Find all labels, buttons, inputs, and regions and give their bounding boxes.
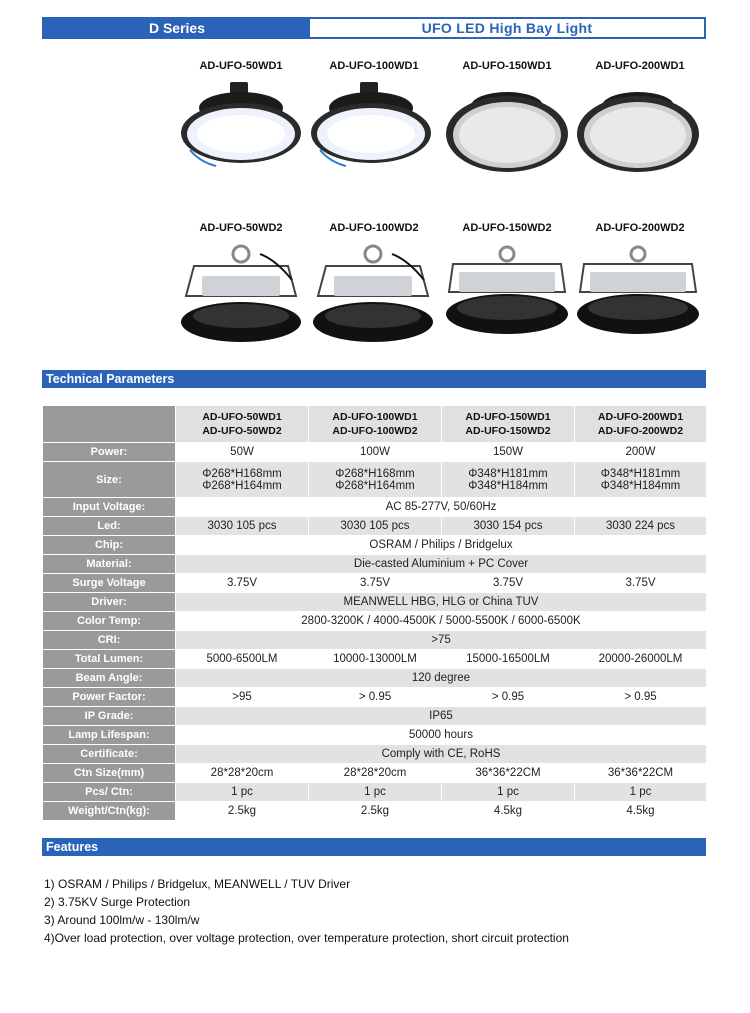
spec-value: 15000-16500LM [442,650,575,669]
spec-label: Material: [43,555,176,574]
spec-label: Power Factor: [43,688,176,707]
gallery-model-label: AD-UFO-150WD2 [462,222,552,234]
spec-value: 50W [176,443,309,462]
technical-parameters-heading: Technical Parameters [42,370,706,388]
spec-value: 4.5kg [575,802,707,821]
model-header-line: AD-UFO-50WD1 [202,411,282,423]
spec-table-model-header [176,406,309,443]
spec-value [309,462,442,498]
spec-row-ip-grade [43,707,707,726]
spec-value [442,462,575,498]
spec-label: Pcs/ Ctn: [43,783,176,802]
ufo-lamp-with-driver-image [312,240,434,344]
spec-value: 20000-26000LM [575,650,707,669]
ufo-lamp-front-image [445,86,569,178]
model-header-line: AD-UFO-150WD2 [465,425,551,437]
spec-label: Input Voltage: [43,498,176,517]
spec-label: CRI: [43,631,176,650]
header-bar [42,17,706,39]
spec-row-power-factor [43,688,707,707]
size-line: Φ268*H164mm [335,479,415,492]
spec-label: Led: [43,517,176,536]
spec-value [575,462,707,498]
spec-value: >75 [176,631,707,650]
spec-value: Die-casted Aluminium + PC Cover [176,555,707,574]
spec-label: Beam Angle: [43,669,176,688]
features-list [44,875,569,947]
spec-row-certificate [43,745,707,764]
gallery-model-label: AD-UFO-150WD1 [462,60,552,72]
feature-item: 1) OSRAM / Philips / Bridgelux, MEANWELL / TUV Driver [44,877,351,891]
size-line: Φ348*H181mm [600,467,681,480]
ufo-lamp-front-image [180,78,302,178]
spec-value: 3.75V [575,574,707,593]
spec-row-lamp-lifespan [43,726,707,745]
gallery-model-label: AD-UFO-200WD2 [595,222,685,234]
size-line: Φ268*H168mm [335,467,415,480]
spec-value: >95 [176,688,309,707]
product-title: UFO LED High Bay Light [310,19,704,37]
spec-label: Total Lumen: [43,650,176,669]
features-heading: Features [42,838,706,856]
spec-table-corner-cell [43,406,176,443]
spec-value: 36*36*22CM [575,764,707,783]
ufo-lamp-front-image [310,78,432,178]
spec-row-pcs-per-ctn [43,783,707,802]
spec-label: Size: [43,462,176,498]
gallery-model-label: AD-UFO-50WD1 [199,60,283,72]
spec-table-model-header [575,406,707,443]
size-line: Φ268*H164mm [202,479,282,492]
spec-row-weight-per-ctn [43,802,707,821]
spec-label: Weight/Ctn(kg): [43,802,176,821]
model-header-line: AD-UFO-50WD2 [202,425,282,437]
spec-value: 3.75V [176,574,309,593]
spec-row-beam-angle [43,669,707,688]
spec-value: 3030 105 pcs [309,517,442,536]
spec-row-driver [43,593,707,612]
spec-row-color-temp [43,612,707,631]
spec-table-model-header [309,406,442,443]
spec-value: 100W [309,443,442,462]
spec-value: 28*28*20cm [176,764,309,783]
spec-row-power [43,443,707,462]
spec-value: 3.75V [309,574,442,593]
spec-table [42,405,707,821]
ufo-lamp-with-driver-image [445,244,569,338]
spec-table-model-header [442,406,575,443]
model-header-line: AD-UFO-100WD2 [332,425,418,437]
spec-value: 150W [442,443,575,462]
spec-label: Color Temp: [43,612,176,631]
spec-value: 2.5kg [309,802,442,821]
spec-label: Driver: [43,593,176,612]
spec-row-material [43,555,707,574]
spec-value: OSRAM / Philips / Bridgelux [176,536,707,555]
spec-value: 120 degree [176,669,707,688]
size-line: Φ268*H168mm [202,467,282,480]
series-label: D Series [44,19,310,37]
spec-value: IP65 [176,707,707,726]
spec-value: 3.75V [442,574,575,593]
spec-value: > 0.95 [442,688,575,707]
gallery-model-label: AD-UFO-200WD1 [595,60,685,72]
spec-value: 200W [575,443,707,462]
spec-value: 3030 105 pcs [176,517,309,536]
spec-value: 1 pc [575,783,707,802]
spec-label: Certificate: [43,745,176,764]
spec-value: 36*36*22CM [442,764,575,783]
gallery-model-label: AD-UFO-100WD1 [329,60,419,72]
model-header-line: AD-UFO-100WD1 [332,411,418,423]
spec-table-header-row [43,406,707,443]
model-header-line: AD-UFO-150WD1 [465,411,551,423]
ufo-lamp-with-driver-image [576,244,700,338]
spec-value: 28*28*20cm [309,764,442,783]
spec-row-ctn-size [43,764,707,783]
ufo-lamp-front-image [576,86,700,178]
spec-label: Lamp Lifespan: [43,726,176,745]
spec-value: 2.5kg [176,802,309,821]
gallery-model-label: AD-UFO-100WD2 [329,222,419,234]
spec-value: > 0.95 [309,688,442,707]
spec-value: 4.5kg [442,802,575,821]
ufo-lamp-with-driver-image [180,240,302,344]
spec-label: Chip: [43,536,176,555]
spec-value: 5000-6500LM [176,650,309,669]
spec-value: 3030 154 pcs [442,517,575,536]
spec-value: 10000-13000LM [309,650,442,669]
spec-row-surge-voltage [43,574,707,593]
model-header-line: AD-UFO-200WD2 [597,425,684,437]
spec-value [176,462,309,498]
spec-value: MEANWELL HBG, HLG or China TUV [176,593,707,612]
spec-label: Power: [43,443,176,462]
spec-value: 1 pc [176,783,309,802]
spec-label: Surge Voltage [43,574,176,593]
spec-row-size [43,462,707,498]
spec-label: IP Grade: [43,707,176,726]
feature-item: 2) 3.75KV Surge Protection [44,895,191,909]
spec-value: 2800-3200K / 4000-4500K / 5000-5500K / 6000-6500K [176,612,707,631]
spec-row-led [43,517,707,536]
size-line: Φ348*H184mm [600,479,681,492]
size-line: Φ348*H184mm [468,479,548,492]
spec-label: Ctn Size(mm) [43,764,176,783]
spec-value: Comply with CE, RoHS [176,745,707,764]
spec-row-chip [43,536,707,555]
spec-row-input-voltage [43,498,707,517]
spec-value: 1 pc [442,783,575,802]
size-line: Φ348*H181mm [468,467,548,480]
feature-item: 4)Over load protection, over voltage protection, over temperature protection, short circuit protection [44,931,569,945]
spec-value: 50000 hours [176,726,707,745]
gallery-model-label: AD-UFO-50WD2 [199,222,283,234]
spec-value: > 0.95 [575,688,707,707]
spec-value: 3030 224 pcs [575,517,707,536]
model-header-line: AD-UFO-200WD1 [597,411,684,423]
spec-value: AC 85-277V, 50/60Hz [176,498,707,517]
feature-item: 3) Around 100lm/w - 130lm/w [44,913,200,927]
spec-value: 1 pc [309,783,442,802]
spec-row-cri [43,631,707,650]
spec-row-total-lumen [43,650,707,669]
